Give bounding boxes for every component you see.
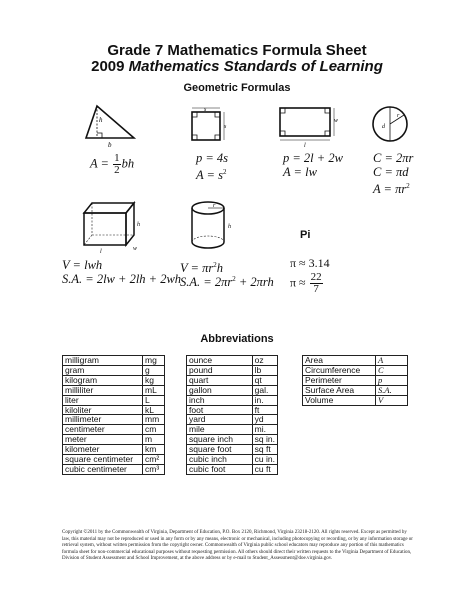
cylinder-figure	[186, 198, 238, 254]
unit-name-cell: foot	[187, 405, 253, 415]
prism-surface-area-formula: S.A. = 2lw + 2lh + 2wh	[62, 272, 182, 286]
table-row	[63, 395, 165, 405]
abbreviation-cell: gal.	[252, 385, 277, 395]
subtitle-standards: Mathematics Standards of Learning	[128, 58, 383, 75]
table-row	[63, 405, 165, 415]
abbreviation-cell: A	[376, 356, 408, 366]
table-row	[63, 464, 165, 474]
abbreviation-cell: m	[143, 435, 165, 445]
unit-name-cell: meter	[63, 435, 143, 445]
geometric-formulas-heading: Geometric Formulas	[183, 82, 291, 94]
unit-name-cell: cubic inch	[187, 455, 253, 465]
abbreviation-cell: g	[143, 365, 165, 375]
unit-name-cell: quart	[187, 375, 253, 385]
unit-name-cell: square foot	[187, 445, 253, 455]
abbreviation-cell: kL	[143, 405, 165, 415]
unit-name-cell: milliliter	[63, 385, 143, 395]
cylinder-r-label: r	[213, 203, 216, 209]
circle-r-label: r	[397, 113, 400, 119]
formula-symbols-table	[302, 355, 408, 406]
unit-name-cell: yard	[187, 415, 253, 425]
page-subtitle	[0, 58, 474, 75]
abbreviation-cell: kg	[143, 375, 165, 385]
unit-name-cell: Surface Area	[303, 385, 376, 395]
table-row	[63, 425, 165, 435]
table-row	[63, 415, 165, 425]
table-row	[187, 425, 278, 435]
abbreviation-cell: cu in.	[252, 455, 277, 465]
table-row	[187, 375, 278, 385]
pi-approximation-decimal: π ≈ 3.14	[290, 256, 330, 270]
abbreviation-cell: cm³	[143, 464, 165, 474]
abbreviation-cell: qt	[252, 375, 277, 385]
abbreviation-cell: cm	[143, 425, 165, 435]
abbreviation-cell: mi.	[252, 425, 277, 435]
square-top-s-label: s	[204, 107, 207, 113]
square-area-formula: $A = s^2$	[196, 168, 227, 183]
rectangle-l-label: l	[304, 143, 306, 148]
one-half-fraction: $\frac{1}{2}$	[114, 152, 120, 176]
unit-name-cell: kilogram	[63, 375, 143, 385]
abbreviation-cell: oz	[252, 356, 277, 366]
unit-name-cell: kilometer	[63, 445, 143, 455]
abbreviation-cell: cm²	[143, 455, 165, 465]
abbreviation-cell: ft	[252, 405, 277, 415]
table-row	[63, 385, 165, 395]
table-row	[63, 445, 165, 455]
unit-name-cell: Volume	[303, 395, 376, 405]
triangle-b-label: b	[108, 141, 112, 149]
twenty-two-sevenths-fraction: $\frac{22}{7}$	[310, 271, 322, 295]
table-row	[303, 395, 408, 405]
triangle-area-formula: A = $\frac{1}{2}$ bh	[90, 152, 135, 176]
table-row	[187, 445, 278, 455]
unit-name-cell: liter	[63, 395, 143, 405]
abbreviation-cell: V	[376, 395, 408, 405]
abbreviation-cell: p	[376, 375, 408, 385]
abbreviation-cell: km	[143, 445, 165, 455]
circle-area-formula: $A = \pi r^2$	[373, 182, 410, 197]
unit-name-cell: Area	[303, 356, 376, 366]
circle-circumference-formula-2: C = πd	[373, 165, 409, 179]
rectangle-w-label: w	[334, 118, 339, 124]
pi-approximation-fraction: π ≈ $\frac{22}{7}$	[290, 271, 322, 295]
unit-name-cell: mile	[187, 425, 253, 435]
triangle-figure	[84, 104, 142, 150]
square-right-s-label: s	[224, 124, 227, 130]
unit-name-cell: square inch	[187, 435, 253, 445]
unit-name-cell: kiloliter	[63, 405, 143, 415]
unit-name-cell: pound	[187, 365, 253, 375]
unit-name-cell: square centimeter	[63, 455, 143, 465]
rectangle-area-formula: A = lw	[283, 165, 317, 179]
abbreviation-cell: L	[143, 395, 165, 405]
table-row	[187, 415, 278, 425]
table-row	[63, 455, 165, 465]
table-row	[187, 385, 278, 395]
prism-h-label: h	[137, 222, 140, 228]
prism-w-label: w	[133, 246, 138, 252]
abbreviation-cell: sq in.	[252, 435, 277, 445]
circle-d-label: d	[382, 124, 385, 130]
table-row	[63, 356, 165, 366]
rectangle-perimeter-formula: p = 2l + 2w	[283, 151, 343, 165]
unit-name-cell: gallon	[187, 385, 253, 395]
table-row	[303, 356, 408, 366]
table-row	[187, 405, 278, 415]
customary-units-table	[186, 355, 278, 475]
table-row	[303, 385, 408, 395]
table-row	[187, 435, 278, 445]
circle-circumference-formula-1: C = 2πr	[373, 151, 414, 165]
unit-name-cell: inch	[187, 395, 253, 405]
subtitle-year: 2009	[91, 58, 125, 75]
square-figure	[186, 106, 228, 144]
table-row	[187, 395, 278, 405]
abbreviation-cell: in.	[252, 395, 277, 405]
unit-name-cell: Perimeter	[303, 375, 376, 385]
abbreviation-cell: lb	[252, 365, 277, 375]
triangle-h-label: h	[99, 116, 103, 124]
table-row	[303, 365, 408, 375]
unit-name-cell: milligram	[63, 356, 143, 366]
unit-name-cell: gram	[63, 365, 143, 375]
abbreviation-cell: mg	[143, 356, 165, 366]
table-row	[63, 435, 165, 445]
circle-figure	[370, 104, 412, 146]
abbreviation-cell: mL	[143, 385, 165, 395]
cylinder-h-label: h	[228, 224, 231, 230]
abbreviation-cell: mm	[143, 415, 165, 425]
pi-heading: Pi	[300, 229, 311, 241]
unit-name-cell: cubic foot	[187, 464, 253, 474]
table-row	[187, 455, 278, 465]
table-row	[187, 356, 278, 366]
table-row	[187, 464, 278, 474]
abbreviations-heading: Abbreviations	[200, 333, 274, 345]
cylinder-surface-area-formula: S.A. = $2\pi r^2 + 2\pi rh$	[180, 275, 274, 290]
square-perimeter-formula: p = 4s	[196, 151, 229, 165]
table-row	[63, 375, 165, 385]
table-row	[187, 365, 278, 375]
unit-name-cell: centimeter	[63, 425, 143, 435]
abbreviation-cell: sq ft	[252, 445, 277, 455]
unit-name-cell: millimeter	[63, 415, 143, 425]
unit-name-cell: Circumference	[303, 365, 376, 375]
copyright-notice: Copyright ©2011 by the Commonwealth of Virginia, Department of Education, P.O. Box 2120, Richmond, Virginia 23218-2120. All rights reserved. Except as permitted by law, this material may not be reproduced or used in any form or by any means, electronic or mechanical, including photocopying or recording, or by any information storage or retrieval system, without written permission from the copyright owner. Commonwealth of Virginia public school educators may reproduce any portion of this mathematics formula sheet for non-commercial educational purposes without requesting permission. All others should direct their written requests to the Virginia Department of Education, Division of Student Assessment and School Improvement, at the above address or by e-mail to Student_Assessment@doe.virginia.gov.	[62, 530, 413, 561]
prism-volume-formula: V = lwh	[62, 258, 103, 272]
rectangle-figure	[274, 102, 342, 148]
abbreviation-cell: cu ft	[252, 464, 277, 474]
abbreviation-cell: S.A.	[376, 385, 408, 395]
prism-l-label: l	[100, 249, 102, 255]
unit-name-cell: cubic centimeter	[63, 464, 143, 474]
table-row	[303, 375, 408, 385]
table-row	[63, 365, 165, 375]
abbreviation-cell: yd	[252, 415, 277, 425]
abbreviation-cell: C	[376, 365, 408, 375]
rectangular-prism-figure	[78, 196, 146, 256]
metric-units-table	[62, 355, 165, 475]
page-title: Grade 7 Mathematics Formula Sheet	[107, 42, 367, 59]
cylinder-volume-formula: $V = \pi r^2h$	[180, 261, 223, 276]
unit-name-cell: ounce	[187, 356, 253, 366]
